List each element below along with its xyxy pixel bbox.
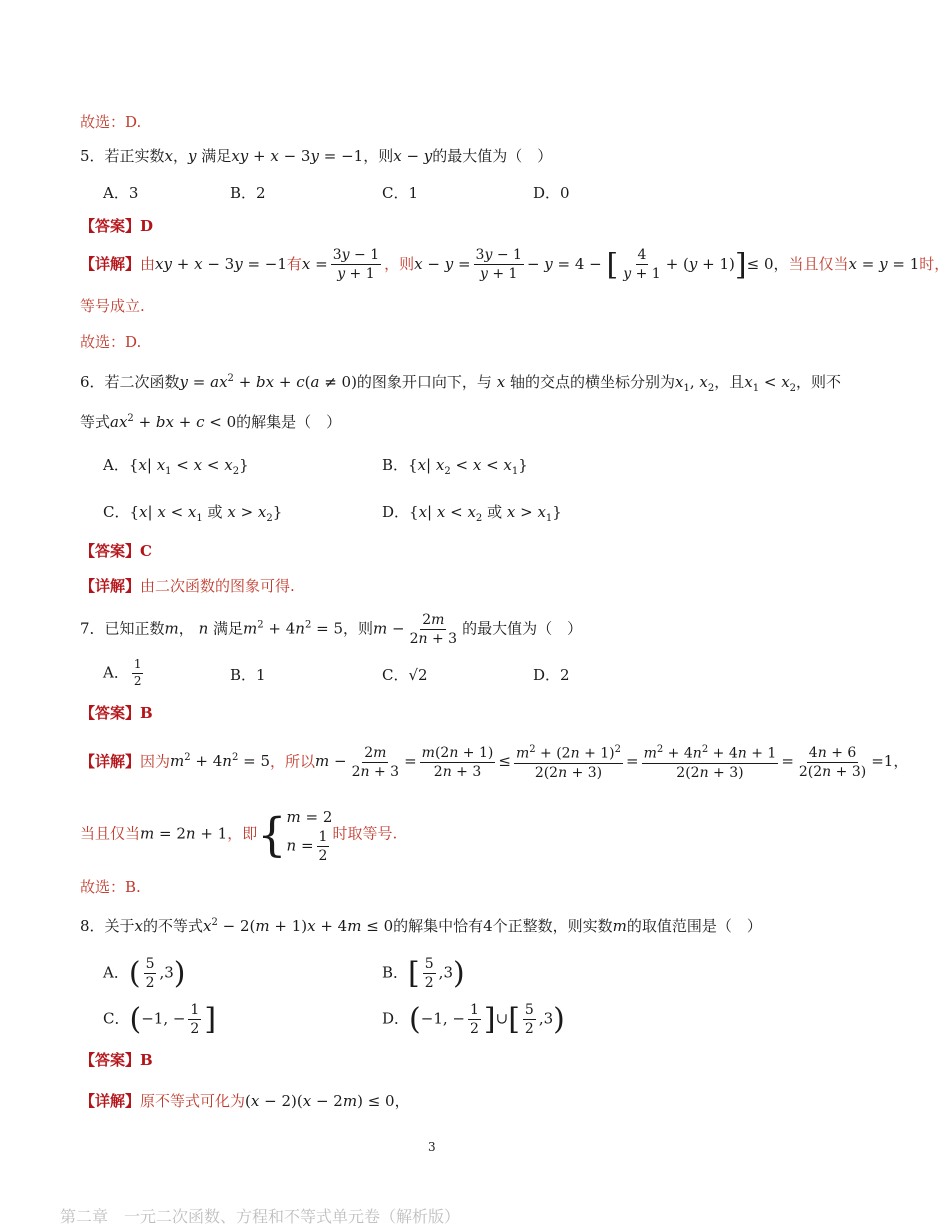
q6-answer: 【答案】C bbox=[80, 542, 152, 560]
q8-option-b: B．[ $\frac{5}{2}$ ,3) bbox=[382, 956, 465, 992]
q7-choice: 故选：B. bbox=[80, 878, 141, 896]
question-8-stem: 8．关于x的不等式$x^2 - 2(m + 1)x + 4m \le 0$的解集中恰有4个正整数，则实数m的取值范围是（ ） bbox=[80, 917, 762, 935]
q8-option-a: A．( $\frac{5}{2}$ ,3) bbox=[103, 956, 186, 992]
q6-detail: 【详解】由二次函数的图象可得. bbox=[80, 577, 295, 595]
q7-option-c: C．√2 bbox=[382, 666, 428, 684]
q7-option-d: D．2 bbox=[533, 666, 570, 684]
page-number: 3 bbox=[428, 1140, 436, 1154]
q8-option-c: C．(−1, − $\frac{1}{2}$ ] bbox=[103, 1002, 217, 1038]
q7-answer: 【答案】B bbox=[80, 704, 153, 722]
question-6-stem: 6．若二次函数$y = ax^2$ + bx + c(a ≠ 0)的图象开口向下，与 x 轴的交点的横坐标分别为$x_1$, $x_2$，且$x_1 < x_2$，则不 bbox=[80, 373, 842, 394]
q8-detail: 【详解】原不等式可化为(x − 2)(x − 2m) ≤ 0， bbox=[80, 1092, 410, 1110]
q5-option-a: A．3 bbox=[103, 184, 139, 202]
q5-option-c: C．1 bbox=[382, 184, 419, 202]
choice-line: 故选：D. bbox=[80, 113, 142, 131]
question-7-stem: 7．已知正数m， n 满足$m^2 + 4n^2 = 5$，则m − $\frac{2m}{2n + 3}$ 的最大值为（ ） bbox=[80, 612, 583, 648]
q8-answer: 【答案】B bbox=[80, 1051, 153, 1069]
q5-detail: 【详解】由xy + x − 3y = −1有x = $\frac{3y - 1}{y + 1}$ ，则x − y = $\frac{3y - 1}{y + 1}$ − y = 4 − [ $\frac{4}{y + 1}$ + (y + 1)]≤ 0，当且仅当x = y = 1时， bbox=[80, 247, 949, 283]
q6-option-b: B．{x| $x_2 < x < x_1$} bbox=[382, 456, 528, 477]
q5-option-b: B．2 bbox=[230, 184, 266, 202]
q7-option-a: A． $\frac{1}{2}$ bbox=[103, 657, 142, 688]
q7-detail-cont: 当且仅当m = 2n + 1，即{ m = 2 n = $\frac{1}{2}$ 时取等号. bbox=[80, 806, 398, 865]
q5-option-d: D．0 bbox=[533, 184, 570, 202]
q6-option-c: C．{x| $x < x_1$ 或 $x > x_2$} bbox=[103, 503, 283, 524]
q8-option-d: D．(−1, − $\frac{1}{2}$ ]∪[ $\frac{5}{2}$ ,3) bbox=[382, 1002, 565, 1038]
q5-choice: 故选：D. bbox=[80, 333, 142, 351]
question-5-stem: 5．若正实数x，y 满足xy + x − 3y = −1，则x − y的最大值为（ ） bbox=[80, 147, 553, 165]
q5-detail-cont: 等号成立. bbox=[80, 297, 145, 315]
q5-answer: 【答案】D bbox=[80, 217, 154, 235]
q7-detail: 【详解】因为$m^2 + 4n^2 = 5$，所以m − $\frac{2m}{2n + 3}$ = $\frac{m(2n + 1)}{2n + 3}$ ≤ $\frac{m^2 + (2n + 1)^2}{2(2n + 3)}$ = $\frac{m^2 + 4n^2 + 4n + 1}{2(2n + 3)}$ = $\frac{4n + 6}{2(2n + 3)}$ =1， bbox=[80, 744, 909, 781]
q6-option-d: D．{x| $x < x_2$ 或 $x > x_1$} bbox=[382, 503, 562, 524]
q7-option-b: B．1 bbox=[230, 666, 266, 684]
page-footer: 第二章 一元二次函数、方程和不等式单元卷（解析版） bbox=[60, 1207, 461, 1226]
q6-option-a: A．{x| $x_1 < x < x_2$} bbox=[103, 456, 249, 477]
question-6-stem-cont: 等式$ax^2$ + bx + c < 0的解集是（ ） bbox=[80, 413, 342, 431]
